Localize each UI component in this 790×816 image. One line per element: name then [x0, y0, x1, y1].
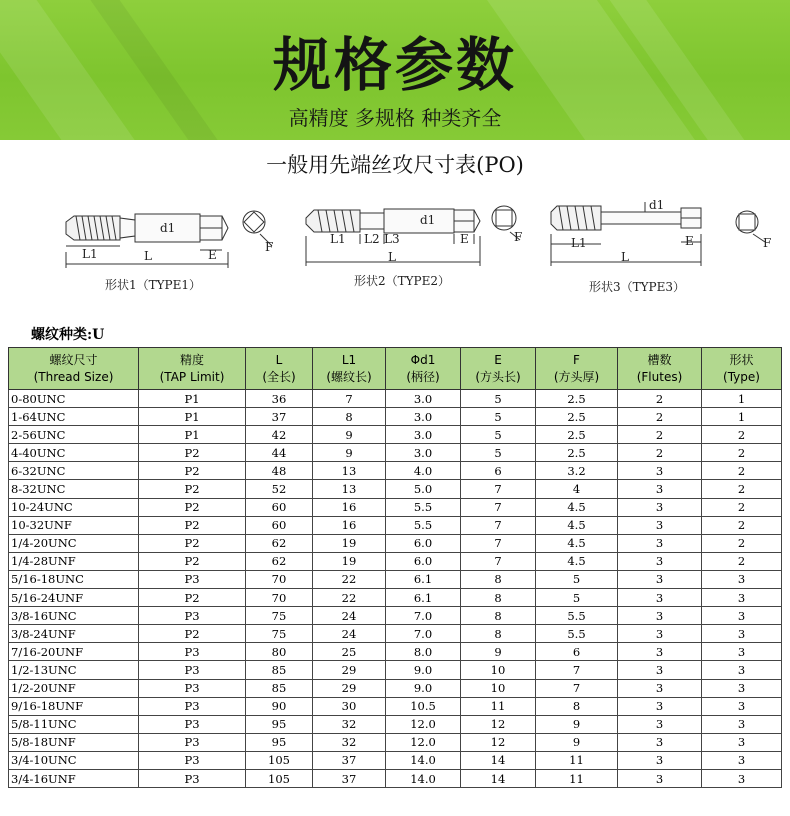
cell-shank-diameter: 5.0 — [386, 480, 461, 498]
cell-thread-size: 10-24UNC — [9, 498, 139, 516]
cell-type: 3 — [702, 697, 782, 715]
table-body — [9, 390, 782, 788]
cell-square-thickness: 11 — [536, 751, 618, 769]
dim-label-d1: d1 — [649, 198, 665, 212]
tap-diagram-type1 — [60, 200, 285, 292]
cell-type: 3 — [702, 570, 782, 588]
dim-label-L3: L3 — [384, 232, 400, 246]
cell-square-thickness: 4.5 — [536, 498, 618, 516]
cell-tap-limit: P3 — [139, 661, 246, 679]
cell-thread-size: 7/16-20UNF — [9, 643, 139, 661]
banner-title: 规格参数 — [272, 31, 517, 99]
header-banner — [0, 0, 790, 140]
cell-flutes: 3 — [618, 715, 702, 733]
cell-shank-diameter: 3.0 — [386, 408, 461, 426]
cell-length: 42 — [246, 426, 313, 444]
cell-thread-size: 8-32UNC — [9, 480, 139, 498]
cell-shank-diameter: 5.5 — [386, 516, 461, 534]
cell-square-thickness: 5 — [536, 570, 618, 588]
cell-square-length: 7 — [461, 552, 536, 570]
cell-thread-size: 5/8-11UNC — [9, 715, 139, 733]
cell-length: 62 — [246, 534, 313, 552]
cell-square-thickness: 3.2 — [536, 462, 618, 480]
cell-thread-length: 29 — [313, 679, 386, 697]
cell-thread-size: 10-32UNF — [9, 516, 139, 534]
cell-shank-diameter: 4.0 — [386, 462, 461, 480]
column-header-sublabel: (方头厚) — [553, 369, 600, 384]
cell-thread-length: 22 — [313, 589, 386, 607]
dim-label-E: E — [685, 234, 694, 248]
cell-square-length: 8 — [461, 589, 536, 607]
cell-square-length: 7 — [461, 516, 536, 534]
cell-type: 2 — [702, 444, 782, 462]
cell-square-length: 7 — [461, 498, 536, 516]
cell-shank-diameter: 3.0 — [386, 390, 461, 408]
cell-thread-length: 16 — [313, 516, 386, 534]
table-row — [9, 697, 782, 715]
cell-length: 90 — [246, 697, 313, 715]
dim-label-L2: L2 — [364, 232, 380, 246]
cell-length: 37 — [246, 408, 313, 426]
cell-type: 2 — [702, 534, 782, 552]
cell-tap-limit: P2 — [139, 516, 246, 534]
column-header-label: 槽数 — [647, 352, 672, 367]
cell-thread-size: 1-64UNC — [9, 408, 139, 426]
cell-tap-limit: P3 — [139, 607, 246, 625]
cell-tap-limit: P2 — [139, 552, 246, 570]
cell-thread-length: 9 — [313, 426, 386, 444]
diagram-type-label: 形状3（TYPE3） — [589, 280, 686, 294]
table-caption: 一般用先端丝攻尺寸表(PO) — [266, 153, 524, 177]
cell-shank-diameter: 7.0 — [386, 625, 461, 643]
table-row — [9, 426, 782, 444]
cell-thread-length: 25 — [313, 643, 386, 661]
cell-thread-length: 24 — [313, 625, 386, 643]
cell-type: 3 — [702, 589, 782, 607]
cell-flutes: 3 — [618, 570, 702, 588]
table-row — [9, 534, 782, 552]
cell-tap-limit: P2 — [139, 589, 246, 607]
dim-label-E: E — [208, 248, 217, 262]
table-row — [9, 480, 782, 498]
cell-square-thickness: 4.5 — [536, 534, 618, 552]
cell-square-length: 5 — [461, 390, 536, 408]
dim-label-L1: L1 — [571, 236, 587, 250]
cell-thread-size: 6-32UNC — [9, 462, 139, 480]
table-row — [9, 462, 782, 480]
cell-square-thickness: 4 — [536, 480, 618, 498]
dim-label-F: F — [763, 236, 772, 250]
cell-type: 3 — [702, 769, 782, 787]
cell-length: 75 — [246, 607, 313, 625]
cell-thread-size: 4-40UNC — [9, 444, 139, 462]
cell-type: 3 — [702, 625, 782, 643]
cell-tap-limit: P2 — [139, 480, 246, 498]
cell-shank-diameter: 6.1 — [386, 589, 461, 607]
table-row — [9, 733, 782, 751]
column-header-label: L1 — [341, 352, 357, 367]
column-header-type — [702, 348, 782, 390]
cell-flutes: 3 — [618, 679, 702, 697]
cell-type: 3 — [702, 661, 782, 679]
cell-tap-limit: P2 — [139, 534, 246, 552]
cell-tap-limit: P3 — [139, 751, 246, 769]
cell-length: 52 — [246, 480, 313, 498]
cell-square-thickness: 2.5 — [536, 408, 618, 426]
dim-label-L: L — [388, 250, 396, 264]
column-header-sublabel: (柄径) — [406, 369, 440, 384]
cell-length: 44 — [246, 444, 313, 462]
cell-flutes: 2 — [618, 390, 702, 408]
cell-length: 85 — [246, 679, 313, 697]
cell-thread-length: 32 — [313, 733, 386, 751]
cell-thread-length: 9 — [313, 444, 386, 462]
cell-thread-size: 1/4-28UNF — [9, 552, 139, 570]
cell-square-length: 14 — [461, 751, 536, 769]
cell-square-thickness: 6 — [536, 643, 618, 661]
table-row — [9, 661, 782, 679]
cell-thread-length: 37 — [313, 751, 386, 769]
column-header-flutes — [618, 348, 702, 390]
cell-square-thickness: 8 — [536, 697, 618, 715]
cell-tap-limit: P3 — [139, 733, 246, 751]
cell-thread-length: 8 — [313, 408, 386, 426]
column-header-sublabel: (Thread Size) — [33, 369, 114, 384]
cell-flutes: 3 — [618, 516, 702, 534]
cell-flutes: 3 — [618, 751, 702, 769]
table-row — [9, 607, 782, 625]
dim-label-L: L — [144, 249, 152, 263]
cell-tap-limit: P3 — [139, 715, 246, 733]
cell-flutes: 3 — [618, 462, 702, 480]
cell-thread-length: 29 — [313, 661, 386, 679]
cell-square-length: 8 — [461, 625, 536, 643]
cell-shank-diameter: 3.0 — [386, 444, 461, 462]
dim-label-E: E — [460, 232, 469, 246]
cell-length: 95 — [246, 715, 313, 733]
cell-flutes: 3 — [618, 480, 702, 498]
column-header-square-length — [461, 348, 536, 390]
cell-length: 95 — [246, 733, 313, 751]
cell-square-length: 12 — [461, 733, 536, 751]
cell-square-length: 6 — [461, 462, 536, 480]
cell-shank-diameter: 9.0 — [386, 661, 461, 679]
cell-square-thickness: 11 — [536, 769, 618, 787]
cell-shank-diameter: 10.5 — [386, 697, 461, 715]
cell-thread-size: 3/8-24UNF — [9, 625, 139, 643]
column-header-sublabel: (Flutes) — [636, 369, 683, 384]
cell-type: 1 — [702, 390, 782, 408]
cell-shank-diameter: 12.0 — [386, 733, 461, 751]
cell-square-length: 10 — [461, 679, 536, 697]
cell-thread-length: 30 — [313, 697, 386, 715]
cell-tap-limit: P2 — [139, 462, 246, 480]
cell-square-thickness: 5.5 — [536, 607, 618, 625]
cell-thread-length: 24 — [313, 607, 386, 625]
cell-tap-limit: P3 — [139, 697, 246, 715]
cell-type: 2 — [702, 516, 782, 534]
table-row — [9, 715, 782, 733]
column-header-label: F — [573, 352, 580, 367]
cell-square-thickness: 5 — [536, 589, 618, 607]
cell-thread-size: 1/4-20UNC — [9, 534, 139, 552]
cell-flutes: 3 — [618, 534, 702, 552]
cell-flutes: 3 — [618, 661, 702, 679]
cell-length: 60 — [246, 516, 313, 534]
cell-thread-size: 5/8-18UNF — [9, 733, 139, 751]
dim-label-d1: d1 — [420, 213, 436, 227]
cell-flutes: 2 — [618, 408, 702, 426]
cell-thread-size: 3/4-16UNF — [9, 769, 139, 787]
cell-flutes: 3 — [618, 625, 702, 643]
cell-type: 3 — [702, 733, 782, 751]
cell-thread-length: 37 — [313, 769, 386, 787]
cell-square-length: 5 — [461, 408, 536, 426]
table-row — [9, 408, 782, 426]
cell-type: 1 — [702, 408, 782, 426]
cell-square-length: 12 — [461, 715, 536, 733]
table-row — [9, 679, 782, 697]
cell-flutes: 3 — [618, 498, 702, 516]
cell-shank-diameter: 3.0 — [386, 426, 461, 444]
cell-square-length: 14 — [461, 769, 536, 787]
dim-label-F: F — [514, 230, 523, 244]
cell-square-thickness: 4.5 — [536, 552, 618, 570]
dim-label-L1: L1 — [330, 232, 346, 246]
cell-flutes: 3 — [618, 589, 702, 607]
cell-thread-length: 13 — [313, 480, 386, 498]
column-header-sublabel: (螺纹长) — [326, 369, 372, 384]
table-row — [9, 589, 782, 607]
column-header-label: 螺纹尺寸 — [49, 352, 98, 367]
table-row — [9, 751, 782, 769]
table-row — [9, 552, 782, 570]
table-row — [9, 498, 782, 516]
cell-tap-limit: P3 — [139, 570, 246, 588]
cell-square-thickness: 5.5 — [536, 625, 618, 643]
cell-tap-limit: P2 — [139, 625, 246, 643]
cell-type: 2 — [702, 462, 782, 480]
cell-thread-length: 32 — [313, 715, 386, 733]
tap-diagram-type2 — [300, 196, 530, 288]
cell-thread-length: 19 — [313, 552, 386, 570]
cell-square-length: 5 — [461, 426, 536, 444]
cell-thread-length: 7 — [313, 390, 386, 408]
cell-square-thickness: 2.5 — [536, 390, 618, 408]
column-header-label: E — [494, 352, 502, 367]
cell-shank-diameter: 5.5 — [386, 498, 461, 516]
column-header-thread-length — [313, 348, 386, 390]
cell-square-length: 8 — [461, 570, 536, 588]
cell-length: 105 — [246, 751, 313, 769]
cell-type: 3 — [702, 643, 782, 661]
table-row — [9, 390, 782, 408]
cell-tap-limit: P3 — [139, 769, 246, 787]
cell-length: 85 — [246, 661, 313, 679]
cell-shank-diameter: 6.1 — [386, 570, 461, 588]
cell-length: 60 — [246, 498, 313, 516]
cell-type: 3 — [702, 715, 782, 733]
column-header-sublabel: (TAP Limit) — [159, 369, 225, 384]
cell-square-thickness: 2.5 — [536, 426, 618, 444]
cell-square-length: 9 — [461, 643, 536, 661]
table-row — [9, 625, 782, 643]
cell-flutes: 3 — [618, 552, 702, 570]
cell-thread-size: 3/4-10UNC — [9, 751, 139, 769]
cell-square-thickness: 7 — [536, 679, 618, 697]
cell-shank-diameter: 9.0 — [386, 679, 461, 697]
dim-label-F: F — [265, 240, 274, 254]
cell-type: 2 — [702, 426, 782, 444]
column-header-label: 精度 — [179, 352, 204, 367]
cell-type: 3 — [702, 751, 782, 769]
cell-length: 105 — [246, 769, 313, 787]
cell-thread-size: 1/2-20UNF — [9, 679, 139, 697]
cell-flutes: 3 — [618, 643, 702, 661]
cell-shank-diameter: 14.0 — [386, 769, 461, 787]
column-header-sublabel: (Type) — [723, 369, 760, 384]
table-row — [9, 643, 782, 661]
cell-length: 80 — [246, 643, 313, 661]
cell-thread-length: 16 — [313, 498, 386, 516]
cell-square-length: 7 — [461, 534, 536, 552]
cell-tap-limit: P1 — [139, 426, 246, 444]
cell-thread-size: 9/16-18UNF — [9, 697, 139, 715]
cell-square-thickness: 7 — [536, 661, 618, 679]
tap-diagram-type3 — [545, 198, 785, 294]
cell-shank-diameter: 6.0 — [386, 552, 461, 570]
cell-length: 36 — [246, 390, 313, 408]
cell-square-thickness: 9 — [536, 715, 618, 733]
cell-square-length: 11 — [461, 697, 536, 715]
table-row — [9, 769, 782, 787]
column-header-sublabel: (方头长) — [475, 369, 521, 384]
cell-tap-limit: P1 — [139, 408, 246, 426]
cell-type: 2 — [702, 552, 782, 570]
cell-type: 3 — [702, 679, 782, 697]
cell-square-length: 7 — [461, 480, 536, 498]
cell-thread-size: 0-80UNC — [9, 390, 139, 408]
column-header-sublabel: (全长) — [262, 369, 296, 384]
cell-square-thickness: 4.5 — [536, 516, 618, 534]
cell-thread-size: 1/2-13UNC — [9, 661, 139, 679]
table-row — [9, 570, 782, 588]
cell-tap-limit: P3 — [139, 643, 246, 661]
cell-square-thickness: 9 — [536, 733, 618, 751]
cell-tap-limit: P3 — [139, 679, 246, 697]
cell-type: 2 — [702, 480, 782, 498]
table-row — [9, 516, 782, 534]
cell-length: 48 — [246, 462, 313, 480]
cell-thread-size: 5/16-24UNF — [9, 589, 139, 607]
cell-length: 62 — [246, 552, 313, 570]
cell-flutes: 3 — [618, 733, 702, 751]
cell-square-length: 10 — [461, 661, 536, 679]
cell-length: 70 — [246, 570, 313, 588]
column-header-tap-limit — [139, 348, 246, 390]
cell-shank-diameter: 14.0 — [386, 751, 461, 769]
cell-tap-limit: P2 — [139, 498, 246, 516]
cell-length: 75 — [246, 625, 313, 643]
table-header-row — [9, 348, 782, 390]
cell-type: 2 — [702, 498, 782, 516]
table-row — [9, 444, 782, 462]
column-header-label: L — [275, 352, 283, 367]
diagram-type-label: 形状1（TYPE1） — [105, 278, 202, 292]
cell-flutes: 3 — [618, 769, 702, 787]
dim-label-L1: L1 — [82, 247, 98, 261]
cell-flutes: 3 — [618, 607, 702, 625]
cell-flutes: 2 — [618, 444, 702, 462]
cell-shank-diameter: 6.0 — [386, 534, 461, 552]
thread-type-label: 螺纹种类:U — [31, 327, 105, 343]
banner-subtitle: 高精度 多规格 种类齐全 — [288, 106, 502, 130]
cell-length: 70 — [246, 589, 313, 607]
cell-thread-length: 22 — [313, 570, 386, 588]
cell-thread-size: 2-56UNC — [9, 426, 139, 444]
spec-table — [8, 347, 782, 788]
cell-flutes: 2 — [618, 426, 702, 444]
cell-type: 3 — [702, 607, 782, 625]
dim-label-L: L — [621, 250, 629, 264]
diagram-type-label: 形状2（TYPE2） — [354, 274, 451, 288]
cell-tap-limit: P2 — [139, 444, 246, 462]
cell-square-length: 8 — [461, 607, 536, 625]
column-header-label: 形状 — [729, 352, 754, 367]
column-header-length — [246, 348, 313, 390]
cell-thread-length: 19 — [313, 534, 386, 552]
cell-flutes: 3 — [618, 697, 702, 715]
cell-thread-size: 3/8-16UNC — [9, 607, 139, 625]
cell-shank-diameter: 12.0 — [386, 715, 461, 733]
cell-shank-diameter: 8.0 — [386, 643, 461, 661]
tap-drawing-type1 — [60, 200, 285, 275]
column-header-shank-diameter — [386, 348, 461, 390]
column-header-square-thickness — [536, 348, 618, 390]
cell-thread-size: 5/16-18UNC — [9, 570, 139, 588]
cell-square-length: 5 — [461, 444, 536, 462]
cell-shank-diameter: 7.0 — [386, 607, 461, 625]
cell-tap-limit: P1 — [139, 390, 246, 408]
cell-square-thickness: 2.5 — [536, 444, 618, 462]
cell-thread-length: 13 — [313, 462, 386, 480]
column-header-thread-size — [9, 348, 139, 390]
dim-label-d1: d1 — [160, 221, 176, 235]
column-header-label: Φd1 — [410, 352, 436, 367]
